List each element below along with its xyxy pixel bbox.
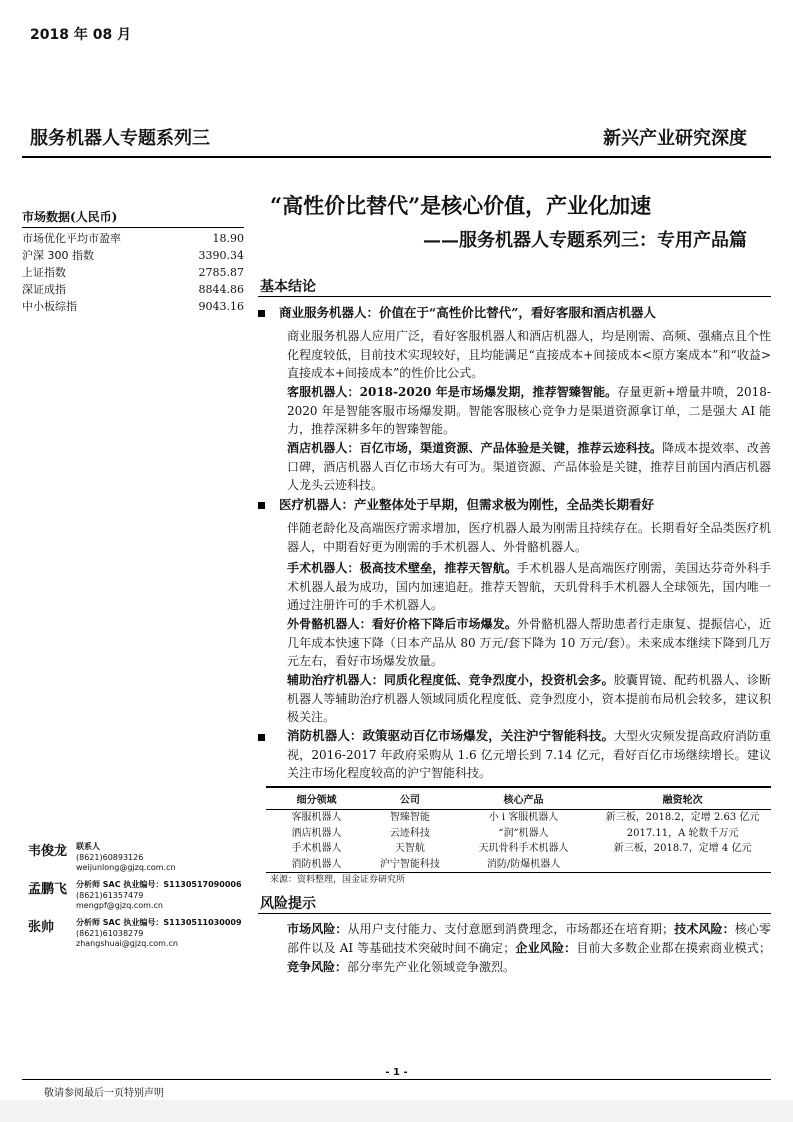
table-row: 消防机器人 沪宁智能科技 消防/防爆机器人 xyxy=(266,857,771,873)
bullet-square-icon xyxy=(258,734,265,741)
paragraph: 伴随老龄化及高端医疗需求增加，医疗机器人最为刚需且持续存在。长期看好全品类医疗机器人，中期看好更为刚需的手术机器人、外骨骼机器人。 xyxy=(287,521,771,554)
paragraph: 辅助治疗机器人：同质化程度低、竞争烈度小，投资机会多。胶囊胃镜、配药机器人、诊断机器人等辅助治疗机器人领域同质化程度低、竞争烈度小，资本提前布局机会较多，建议积极关注。 xyxy=(287,673,771,724)
bullet-square-icon xyxy=(258,502,265,509)
page-bottom-strip xyxy=(0,1100,793,1122)
analyst-email[interactable]: mengpf@gjzq.com.cn xyxy=(76,901,163,910)
analyst-email[interactable]: weijunlong@gjzq.com.cn xyxy=(76,863,176,872)
analyst-name: 韦俊龙 xyxy=(28,844,68,859)
analyst-name: 孟鹏飞 xyxy=(28,882,68,897)
table-row: 酒店机器人 云迹科技 “润”机器人 2017.11，A 轮数千万元 xyxy=(291,827,739,839)
section-risk-heading: 风险提示 xyxy=(260,896,316,912)
analyst-info: 联系人 (8621)60893126 weijunlong@gjzq.com.cn xyxy=(76,842,176,872)
bullet-medical: 医疗机器人：产业整体处于早期，但需求极为刚性，全品类长期看好 xyxy=(258,495,654,514)
footer-divider xyxy=(22,1079,771,1080)
analyst-card xyxy=(28,916,258,956)
market-data-row: 市场优化平均市盈率 18.90 xyxy=(22,232,244,245)
analyst-card xyxy=(28,840,258,880)
analyst-name: 张帅 xyxy=(28,920,55,935)
risk-paragraph: 市场风险：从用户支付能力、支付意愿到消费理念，市场都还在培育期；技术风险：核心零部件以及 AI 等基础技术突破时间不确定；企业风险：目前大多数企业都在摸索商业模式；竞争风险：部分率先产业化领域竞争激烈。 xyxy=(287,922,771,974)
table-source: 来源：资料整理，国金证券研究所 xyxy=(270,875,406,885)
market-data-row: 沪深 300 指数 3390.34 xyxy=(22,249,244,262)
section-conclusion-heading: 基本结论 xyxy=(260,279,316,295)
analyst-card xyxy=(28,878,258,918)
analyst-info: 分析师 SAC 执业编号：S1130511030009 (8621)61038279 zhangshuai@gjzq.com.cn xyxy=(76,918,242,948)
conclusion-body xyxy=(258,303,771,780)
section-divider xyxy=(258,913,771,914)
paragraph: 外骨骼机器人：看好价格下降后市场爆发。外骨骼机器人帮助患者行走康复、提振信心，近几年成本快速下降（日本产品从 80 万元/套下降为 10 万元/套）。未来成本继续下降到几万元左右，看好市场爆发放量。 xyxy=(287,617,771,668)
report-title: “高性价比替代”是核心价值，产业化加速 xyxy=(270,193,652,218)
analyst-info: 分析师 SAC 执业编号：S1130517090006 (8621)61357479 mengpf@gjzq.com.cn xyxy=(76,880,242,910)
table-row: 手术机器人 天智航 天玑骨科手术机器人 新三板，2018.7，定增 4 亿元 xyxy=(291,843,752,854)
bullet-square-icon xyxy=(258,310,265,317)
market-data-title: 市场数据(人民币) xyxy=(22,208,244,228)
paragraph: 酒店机器人：百亿市场，渠道资源、产品体验是关键，推荐云迹科技。降成本提效率、改善口碑，酒店机器人百亿市场大有可为。渠道资源、产品体验是关键，推荐目前国内酒店机器人龙头云迹科技。 xyxy=(287,441,771,492)
market-data-panel xyxy=(22,208,244,315)
series-title: 服务机器人专题系列三 xyxy=(30,128,210,149)
paragraph: 客服机器人：2018-2020 年是市场爆发期，推荐智臻智能。存量更新+增量井喷，2018-2020 年是智能客服市场爆发期。智能客服核心竞争力是渠道资源拿订单，二是强大 AI 能力，推荐深耕多年的智臻智能。 xyxy=(287,385,771,436)
paragraph: 消防机器人：政策驱动百亿市场爆发，关注沪宁智能科技。大型火灾频发提高政府消防重视，2016-2017 年政府采购从 1.6 亿元增长到 7.14 亿元，看好百亿市场继续增长。建议关注市场化程度较高的沪宁智能科技。 xyxy=(287,728,771,780)
market-data-row: 上证指数 2785.87 xyxy=(22,266,244,279)
bullet-commercial: 商业服务机器人：价值在于“高性价比替代”，看好客服和酒店机器人 xyxy=(258,303,656,322)
report-category: 新兴产业研究深度 xyxy=(603,128,747,149)
report-date: 2018 年 08 月 xyxy=(30,27,132,43)
table-row: 客服机器人 智臻智能 小 i 客服机器人 新三板，2018.2，定增 2.63 亿元 xyxy=(291,812,760,823)
market-data-row: 中小板综指 9043.16 xyxy=(22,300,244,313)
report-subtitle: ——服务机器人专题系列三：专用产品篇 xyxy=(423,230,747,251)
table-header-row xyxy=(266,787,771,810)
analyst-email[interactable]: zhangshuai@gjzq.com.cn xyxy=(76,939,178,948)
footer-disclaimer[interactable]: 敬请参阅最后一页特别声明 xyxy=(44,1088,164,1099)
market-data-row: 深证成指 8844.86 xyxy=(22,283,244,296)
column-header: 核心产品 xyxy=(453,787,594,810)
paragraph: 商业服务机器人应用广泛，看好客服机器人和酒店机器人，均是刚需、高频、强痛点且个性化程度较低，目前技术实现较好，且均能满足“直接成本+间接成本<原方案成本”和“收益>直接成本+间接成本”的性价比公式。 xyxy=(287,329,771,380)
column-header: 细分领域 xyxy=(266,787,367,810)
column-header: 公司 xyxy=(367,787,453,810)
section-divider xyxy=(258,296,771,297)
column-header: 融资轮次 xyxy=(594,787,771,810)
paragraph: 手术机器人：极高技术壁垒，推荐天智航。手术机器人是高端医疗刚需，美国达芬奇外科手术机器人最为成功，国内加速追赶。推荐天智航，天玑骨科手术机器人全球领先，国内唯一通过注册许可的手术机器人。 xyxy=(287,561,771,612)
companies-table xyxy=(266,786,771,873)
page-number: - 1 - xyxy=(385,1067,408,1078)
header-divider xyxy=(22,156,771,158)
